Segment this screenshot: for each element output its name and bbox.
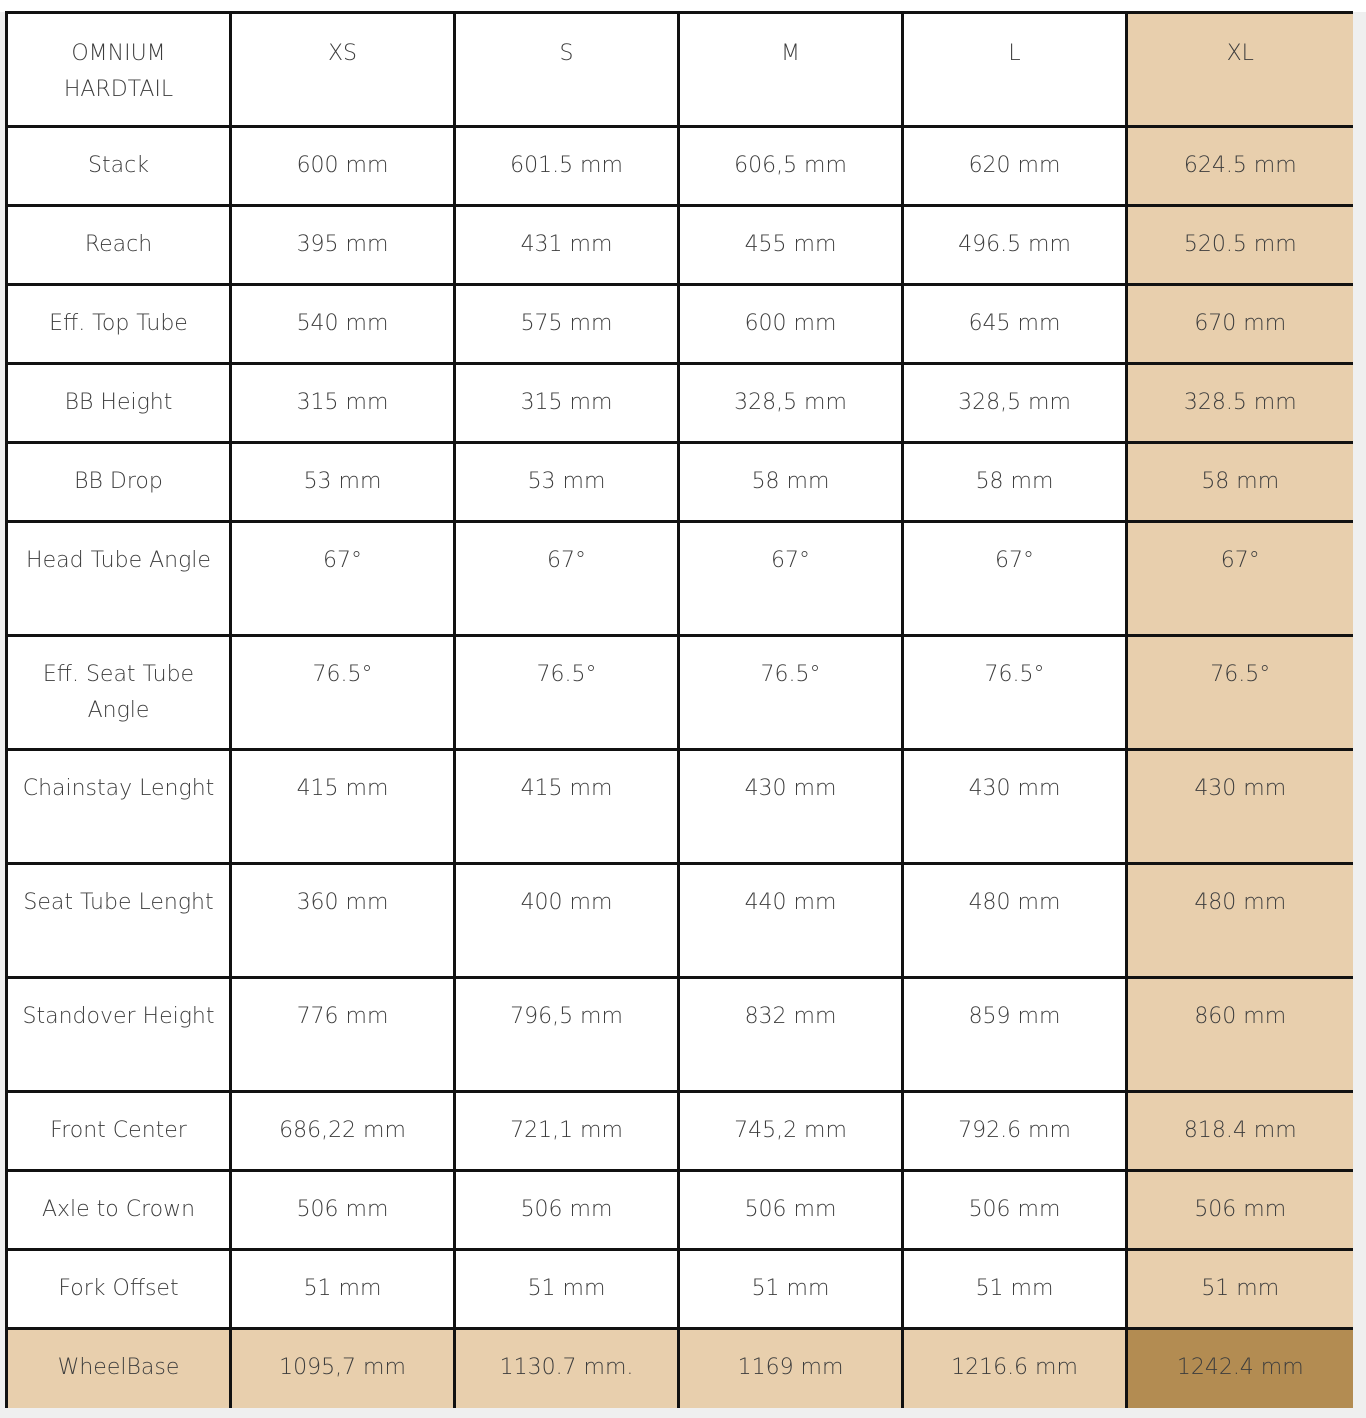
table-cell: 67° [903,522,1127,636]
table-cell: 601.5 mm [455,127,679,206]
size-header: M [679,13,903,127]
table-cell: 67° [679,522,903,636]
table-cell: 67° [231,522,455,636]
table-row [7,285,1353,364]
table-cell: 506 mm [455,1171,679,1250]
table-row [7,1329,1353,1408]
table-cell: 506 mm [1127,1171,1353,1250]
table-cell: 1169 mm [679,1329,903,1408]
table-row [7,750,1353,864]
table-cell: 1130.7 mm. [455,1329,679,1408]
table-cell: 620 mm [903,127,1127,206]
table-cell: 745,2 mm [679,1092,903,1171]
table-cell: 415 mm [231,750,455,864]
row-label: Head Tube Angle [7,522,231,636]
table-cell: 645 mm [903,285,1127,364]
row-label: Axle to Crown [7,1171,231,1250]
table-cell: 67° [455,522,679,636]
table-cell: 51 mm [1127,1250,1353,1329]
row-label: Reach [7,206,231,285]
row-label: WheelBase [7,1329,231,1408]
table-cell: 328,5 mm [903,364,1127,443]
table-row [7,1092,1353,1171]
table-cell: 721,1 mm [455,1092,679,1171]
table-row [7,364,1353,443]
table-cell: 76.5° [679,636,903,750]
table-cell: 540 mm [231,285,455,364]
table-cell: 792.6 mm [903,1092,1127,1171]
table-cell: 600 mm [231,127,455,206]
table-cell: 480 mm [1127,864,1353,978]
table-cell: 51 mm [903,1250,1127,1329]
table-cell: 76.5° [231,636,455,750]
table-cell: 53 mm [455,443,679,522]
table-cell: 860 mm [1127,978,1353,1092]
size-header: L [903,13,1127,127]
size-header: S [455,13,679,127]
table-row [7,636,1353,750]
size-header: XL [1127,13,1353,127]
header-row [7,13,1353,127]
table-row [7,127,1353,206]
table-cell: 328,5 mm [679,364,903,443]
table-row [7,978,1353,1092]
table-cell: 395 mm [231,206,455,285]
table-cell: 686,22 mm [231,1092,455,1171]
table-cell: 315 mm [231,364,455,443]
table-cell: 430 mm [1127,750,1353,864]
table-cell: 670 mm [1127,285,1353,364]
table-cell: 328.5 mm [1127,364,1353,443]
table-cell: 832 mm [679,978,903,1092]
table-cell: 76.5° [1127,636,1353,750]
table-cell: 58 mm [903,443,1127,522]
table-cell: 859 mm [903,978,1127,1092]
table-cell: 431 mm [455,206,679,285]
row-label: Chainstay Lenght [7,750,231,864]
table-cell: 506 mm [903,1171,1127,1250]
table-cell: 415 mm [455,750,679,864]
table-cell: 1095,7 mm [231,1329,455,1408]
row-label: BB Height [7,364,231,443]
table-cell: 76.5° [455,636,679,750]
table-cell: 315 mm [455,364,679,443]
table-row [7,1250,1353,1329]
table-cell: 58 mm [1127,443,1353,522]
table-cell: 67° [1127,522,1353,636]
table-cell: 360 mm [231,864,455,978]
table-cell: 506 mm [231,1171,455,1250]
table-cell: 1216.6 mm [903,1329,1127,1408]
table-cell: 575 mm [455,285,679,364]
table-cell: 796,5 mm [455,978,679,1092]
geometry-table [5,11,1353,1408]
table-row [7,443,1353,522]
table-row [7,1171,1353,1250]
table-cell: 606,5 mm [679,127,903,206]
table-cell: 624.5 mm [1127,127,1353,206]
row-label: Fork Offset [7,1250,231,1329]
row-label: Standover Height [7,978,231,1092]
table-cell: 455 mm [679,206,903,285]
row-label: Front Center [7,1092,231,1171]
row-label: Eff. Seat Tube Angle [7,636,231,750]
row-label: Eff. Top Tube [7,285,231,364]
table-cell: 1242.4 mm [1127,1329,1353,1408]
table-cell: 600 mm [679,285,903,364]
table-cell: 776 mm [231,978,455,1092]
row-label: Stack [7,127,231,206]
table-cell: 440 mm [679,864,903,978]
table-cell: 53 mm [231,443,455,522]
table-row [7,864,1353,978]
size-header: XS [231,13,455,127]
table-cell: 51 mm [455,1250,679,1329]
model-name-header: OMNIUM HARDTAIL [7,13,231,127]
table-cell: 51 mm [231,1250,455,1329]
table-cell: 480 mm [903,864,1127,978]
table-cell: 430 mm [679,750,903,864]
table-cell: 76.5° [903,636,1127,750]
table-cell: 818.4 mm [1127,1092,1353,1171]
table-cell: 520.5 mm [1127,206,1353,285]
table-cell: 496.5 mm [903,206,1127,285]
table-cell: 400 mm [455,864,679,978]
table-cell: 506 mm [679,1171,903,1250]
table-row [7,206,1353,285]
row-label: BB Drop [7,443,231,522]
table-cell: 51 mm [679,1250,903,1329]
table-cell: 430 mm [903,750,1127,864]
row-label: Seat Tube Lenght [7,864,231,978]
table-row [7,522,1353,636]
table-cell: 58 mm [679,443,903,522]
